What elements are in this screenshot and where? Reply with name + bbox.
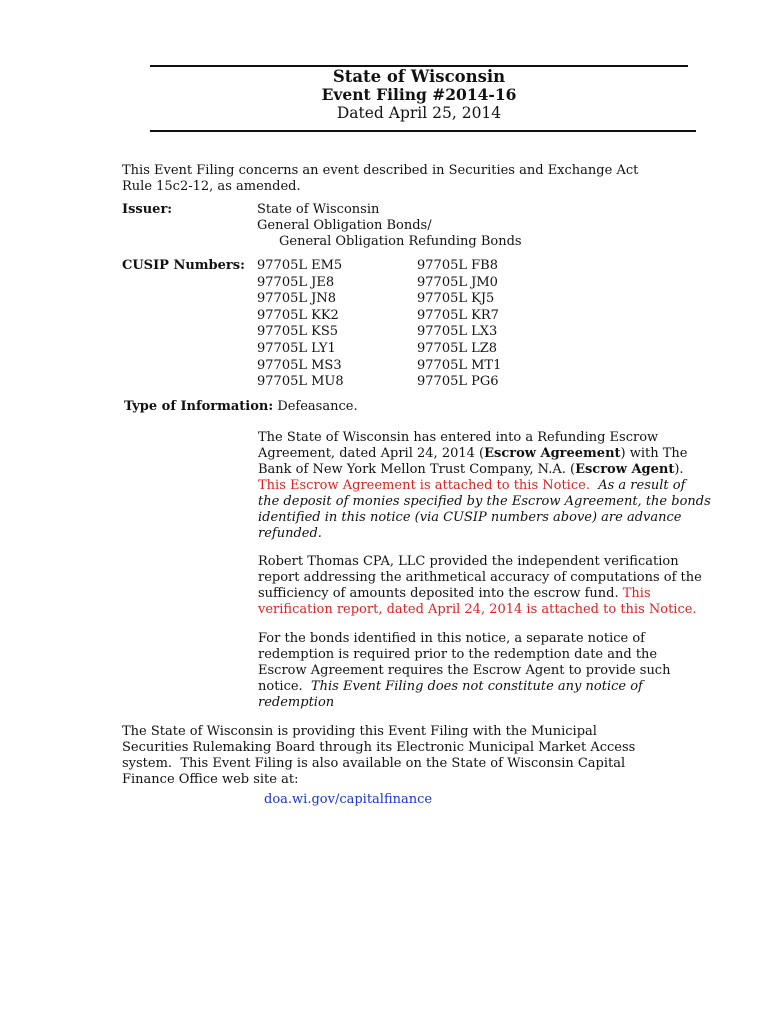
redemption-paragraph	[258, 631, 728, 711]
escrow-paragraph	[258, 430, 728, 542]
para-line: report addressing the arithmetical accuracy of computations of the	[258, 570, 702, 585]
para-line: the deposit of monies specified by the Escrow Agreement, the bonds	[258, 494, 711, 509]
para-line: Robert Thomas CPA, LLC provided the independent verification	[258, 554, 679, 569]
cusip-number: 97705L KS5	[257, 324, 339, 340]
closing-line: Finance Office web site at:	[122, 772, 299, 787]
capital-finance-link[interactable]: doa.wi.gov/capitalfinance	[264, 792, 433, 807]
para-line: redemption is required prior to the redemption date and the	[258, 647, 658, 662]
cusip-number: 97705L EM5	[257, 258, 343, 273]
issuer-line: State of Wisconsin	[257, 202, 380, 217]
para-line: The State of Wisconsin has entered into a Refunding Escrow	[258, 430, 659, 445]
verification-notice: verification report, dated April 24, 2014 is attached to this Notice.	[258, 602, 697, 617]
cusip-number: 97705L PG6	[417, 374, 499, 390]
filing-number: Event Filing #2014-16	[321, 85, 517, 104]
cusip-number: 97705L JM0	[417, 274, 498, 290]
issuer-values	[257, 202, 522, 250]
closing-paragraph	[122, 724, 682, 788]
cusip-number: 97705L KK2	[257, 307, 339, 323]
issuer-line: General Obligation Bonds/	[257, 218, 432, 233]
cusip-number: 97705L LX3	[417, 324, 498, 340]
cusip-number: 97705L FB8	[417, 258, 498, 273]
issuer-label: Issuer:	[122, 202, 173, 217]
para-line: sufficiency of amounts deposited into the escrow fund. This	[258, 586, 651, 601]
intro-paragraph	[122, 163, 682, 195]
cusip-number: 97705L MU8	[257, 374, 344, 390]
cusip-number: 97705L KJ5	[417, 291, 495, 307]
verification-paragraph	[258, 554, 728, 618]
type-value: Defeasance.	[277, 399, 358, 414]
type-label: Type of Information:	[124, 399, 274, 414]
para-line: Agreement, dated April 24, 2014 (Escrow Agreement) with The	[258, 446, 688, 461]
filing-date: Dated April 25, 2014	[336, 104, 502, 122]
cusip-column-1	[257, 258, 344, 391]
intro-line: Rule 15c2-12, as amended.	[122, 179, 301, 194]
attachment-notice: This Escrow Agreement is attached to this Notice.	[258, 478, 590, 493]
escrow-agreement-term: Escrow Agreement	[484, 446, 621, 461]
cusip-number: 97705L LY1	[257, 340, 336, 356]
cusip-label: CUSIP Numbers:	[122, 258, 245, 273]
para-line: identified in this notice (via CUSIP numbers above) are advance	[258, 510, 682, 525]
document-header	[150, 67, 688, 123]
cusip-number: 97705L MT1	[417, 357, 502, 373]
cusip-number: 97705L MS3	[257, 357, 342, 373]
escrow-agent-term: Escrow Agent	[575, 462, 675, 477]
para-line: notice. This Event Filing does not constitute any notice of	[258, 679, 643, 694]
page-title: State of Wisconsin	[332, 67, 506, 86]
intro-line: This Event Filing concerns an event described in Securities and Exchange Act	[122, 163, 639, 178]
cusip-number: 97705L JN8	[257, 291, 336, 307]
para-line: This Escrow Agreement is attached to this Notice. As a result of	[258, 478, 686, 493]
type-of-information	[124, 399, 358, 415]
para-line: For the bonds identified in this notice, a separate notice of	[258, 631, 645, 646]
para-line: Escrow Agreement requires the Escrow Agent to provide such	[258, 663, 671, 678]
para-line: refunded.	[258, 526, 322, 541]
cusip-column-2	[417, 258, 501, 391]
bottom-rule	[150, 130, 696, 132]
closing-line: The State of Wisconsin is providing this Event Filing with the Municipal	[122, 724, 597, 739]
closing-line: Securities Rulemaking Board through its Electronic Municipal Market Access	[122, 740, 636, 755]
cusip-number: 97705L KR7	[417, 307, 499, 323]
para-line: redemption	[258, 695, 335, 710]
closing-line: system. This Event Filing is also available on the State of Wisconsin Capital	[122, 756, 626, 771]
cusip-number: 97705L LZ8	[417, 340, 498, 356]
cusip-number: 97705L JE8	[257, 274, 335, 290]
issuer-line: General Obligation Refunding Bonds	[279, 234, 522, 249]
para-line: Bank of New York Mellon Trust Company, N.A. (Escrow Agent).	[258, 462, 684, 477]
